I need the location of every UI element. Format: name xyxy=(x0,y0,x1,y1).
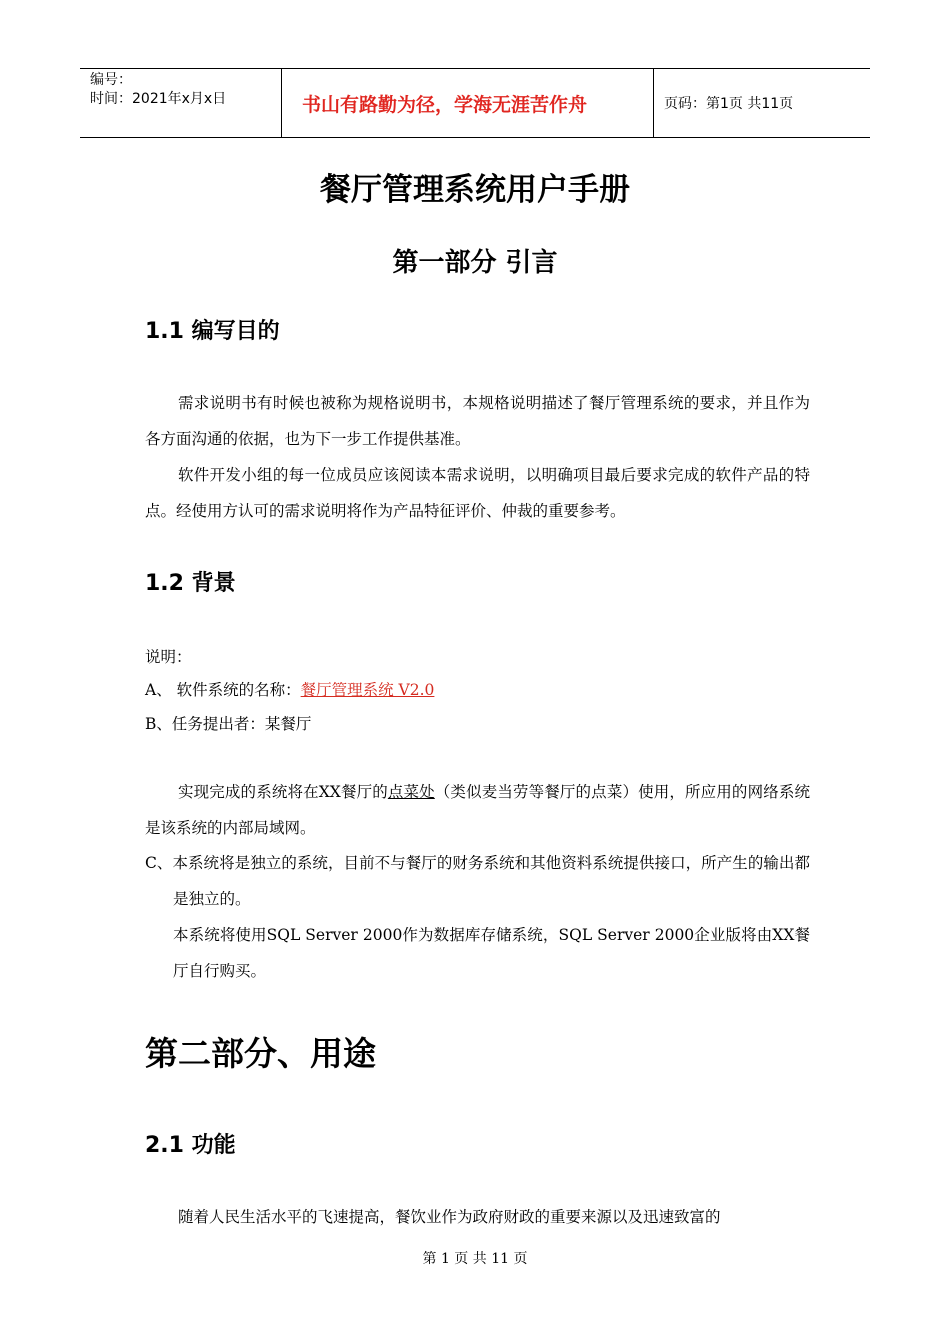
section-2-1-para-1: 随着人民生活水平的飞速提高，餐饮业作为政府财政的重要来源以及迅速致富的 xyxy=(178,1208,721,1226)
header-number: 编号： xyxy=(90,72,132,88)
header-meta xyxy=(80,69,282,137)
section-1-1-para-1: 需求说明书有时候也被称为规格说明书，本规格说明描述了餐厅管理系统的要求，并且作为各方面沟通的依据，也为下一步工作提供基准。 xyxy=(145,394,810,448)
section-1-1-para-2: 软件开发小组的每一位成员应该阅读本需求说明，以明确项目最后要求完成的软件产品的特点。经使用方认可的需求说明将作为产品特征评价、仲裁的重要参考。 xyxy=(145,466,810,520)
database-para: 本系统将使用SQL Server 2000作为数据库存储系统，SQL Server 2000企业版将由XX餐厅自行购买。 xyxy=(173,926,810,980)
background-intro: 说明： xyxy=(145,648,192,666)
header-table xyxy=(80,68,870,138)
section-1-1-heading: 1.1 编写目的 xyxy=(145,319,280,344)
header-page-info: 页码：第1页 共11页 xyxy=(664,96,794,112)
item-c: C、本系统将是独立的系统，目前不与餐厅的财务系统和其他资料系统提供接口，所产生的输出都是独立的。 xyxy=(145,854,810,908)
system-name-link[interactable]: 餐厅管理系统 V2.0 xyxy=(300,681,435,699)
part2-heading: 第二部分、用途 xyxy=(145,1034,376,1073)
usage-location-para: 实现完成的系统将在XX餐厅的点菜处（类似麦当劳等餐厅的点菜）使用，所应用的网络系统是该系统的内部局域网。 xyxy=(145,783,810,837)
part1-heading: 第一部分 引言 xyxy=(392,248,558,278)
section-1-2-heading: 1.2 背景 xyxy=(145,571,236,596)
document-title: 餐厅管理系统用户手册 xyxy=(320,172,630,208)
page-footer: 第 1 页 共 11 页 xyxy=(422,1251,528,1267)
section-2-1-heading: 2.1 功能 xyxy=(145,1133,236,1158)
item-a-label: A、 软件系统的名称： xyxy=(145,681,301,699)
order-counter-link[interactable]: 点菜处 xyxy=(387,783,435,801)
header-time: 时间：2021年x月x日 xyxy=(90,91,227,107)
item-b: B、任务提出者：某餐厅 xyxy=(145,715,312,733)
item-a xyxy=(145,678,434,700)
header-motto: 书山有路勤为径，学海无涯苦作舟 xyxy=(282,69,654,137)
